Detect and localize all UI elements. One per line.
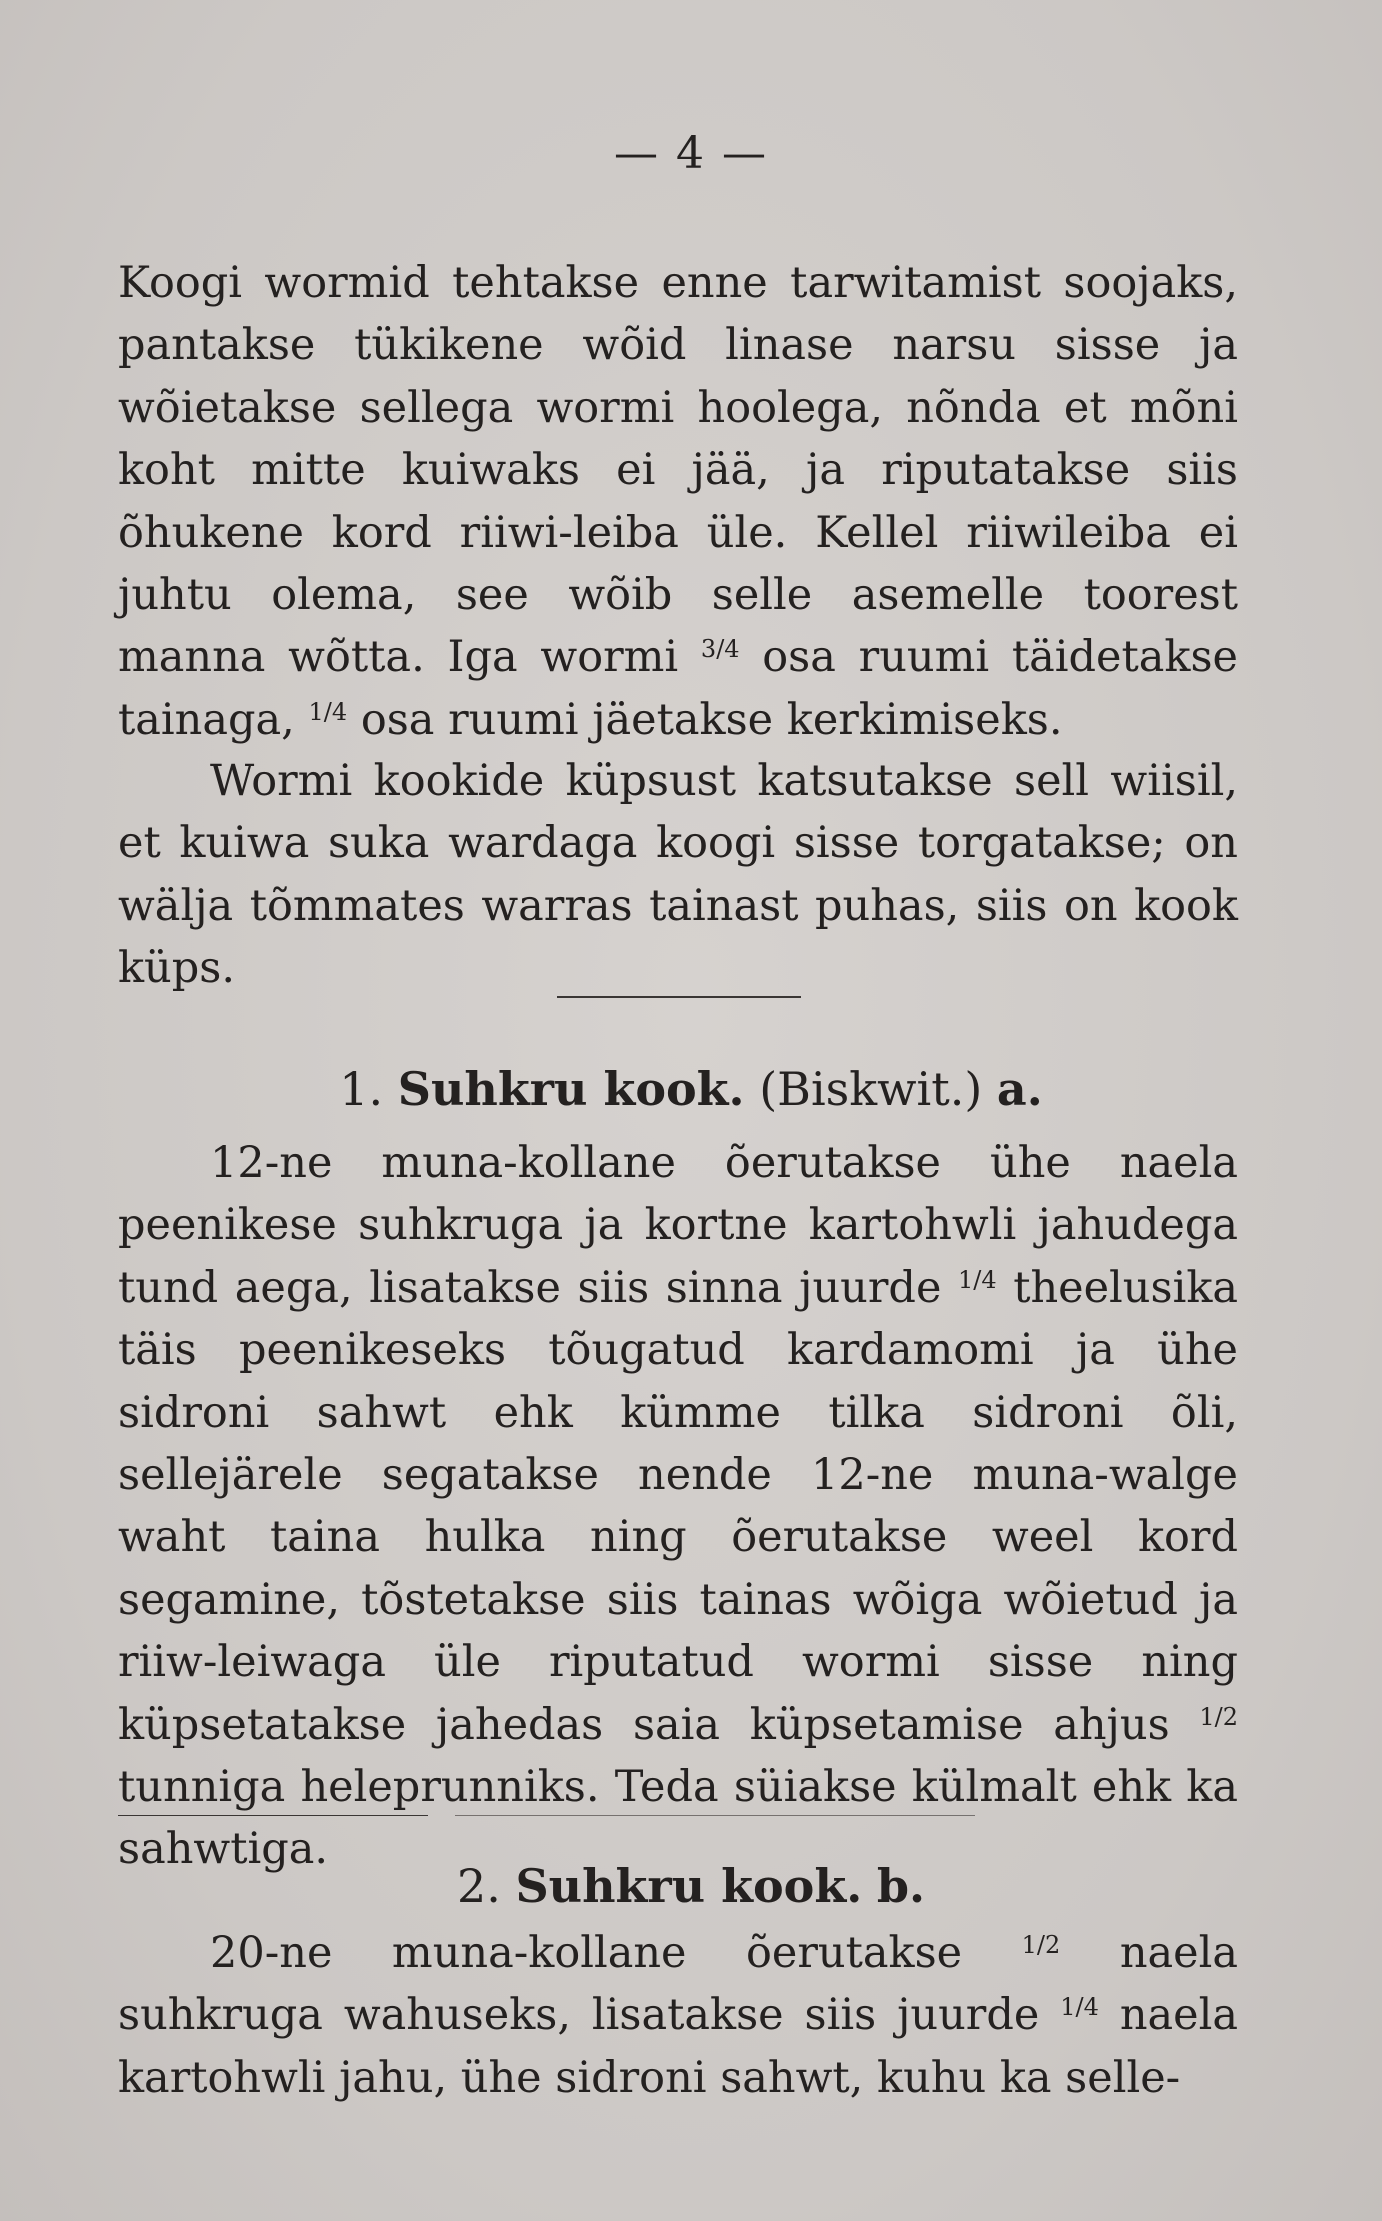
recipe-number: 1. xyxy=(339,1062,384,1116)
recipe-variant: b. xyxy=(876,1859,926,1913)
recipe-variant: a. xyxy=(996,1062,1043,1116)
recipe-number: 2. xyxy=(456,1859,501,1913)
recipe-text: 12-ne muna-kollane õerutakse ühe naela peenikese suhkruga ja kortne kartohwli jahudega tund aega, lisatakse siis sinna juurde xyxy=(118,1138,1238,1313)
recipe-text: theelusika täis peenikeseks tõugatud kardamomi ja ühe sidroni sahwt ehk kümme tilka sidroni õli, sellejärele segatakse nende 12-ne muna-walge waht taina hulka ning õerutakse weel kord segamine, tõstetakse siis tainas wõiga wõietud ja riiw-leiwaga üle riputatud wormi sisse ning küpsetatakse jahedas saia küpsetamise ahjus xyxy=(118,1262,1239,1750)
recipe-title: Suhkru kook. xyxy=(397,1062,745,1116)
paragraph-doneness-test: Wormi kookide küpsust katsutakse sell wiisil, et kuiwa suka wardaga koogi sisse torgatakse; on wälja tõmmates warras tainast puhas, siis on kook küps. xyxy=(118,756,1238,994)
recipe-text: 20-ne muna-kollane õerutakse xyxy=(210,1928,963,1978)
underline-mark xyxy=(455,1815,975,1816)
recipe-text: naela suhkruga wahuseks, lisatakse siis juurde xyxy=(118,1928,1238,2041)
paragraph-text: osa ruumi täidetakse tainaga, xyxy=(118,632,1238,745)
recipe-note: (Biskwit.) xyxy=(759,1062,983,1116)
fraction: 1/4 xyxy=(1060,1993,1099,2022)
section-divider xyxy=(557,996,801,998)
recipe-text: naela kartohwli jahu, ühe sidroni sahwt, kuhu ka selle- xyxy=(118,1990,1239,2103)
paragraph-baking-tins xyxy=(118,252,1238,751)
recipe-title: Suhkru kook. xyxy=(515,1859,863,1913)
page-number: — 4 — xyxy=(614,128,768,179)
recipe-text: tunniga heleprunniks. Teda süiakse külmalt ehk ka sahwtiga. xyxy=(118,1762,1238,1875)
fraction: 1/4 xyxy=(957,1265,997,1294)
recipe-2-text xyxy=(118,1922,1238,2109)
recipe-2-heading xyxy=(0,1855,1382,1917)
fraction: 1/2 xyxy=(1021,1931,1061,1959)
recipe-1-text xyxy=(118,1132,1238,1881)
fraction: 3/4 xyxy=(700,635,740,664)
underline-mark xyxy=(118,1815,428,1816)
fraction: 1/4 xyxy=(308,697,348,726)
recipe-1-heading xyxy=(0,1058,1382,1120)
fraction: 1/2 xyxy=(1199,1702,1238,1731)
paragraph-text: osa ruumi jäetakse kerkimiseks. xyxy=(360,694,1063,745)
paragraph-text: Koogi wormid tehtakse enne tarwitamist soojaks, pantakse tükikene wõid linase narsu sisse ja wõietakse sellega wormi hoolega, nõnda et mõni koht mitte kuiwaks ei jää, ja riputatakse siis õhukene kord riiwi-leiba üle. Kellel riiwileiba ei juhtu olema, see wõib selle asemelle toorest manna wõtta. Iga wormi xyxy=(118,258,1238,683)
